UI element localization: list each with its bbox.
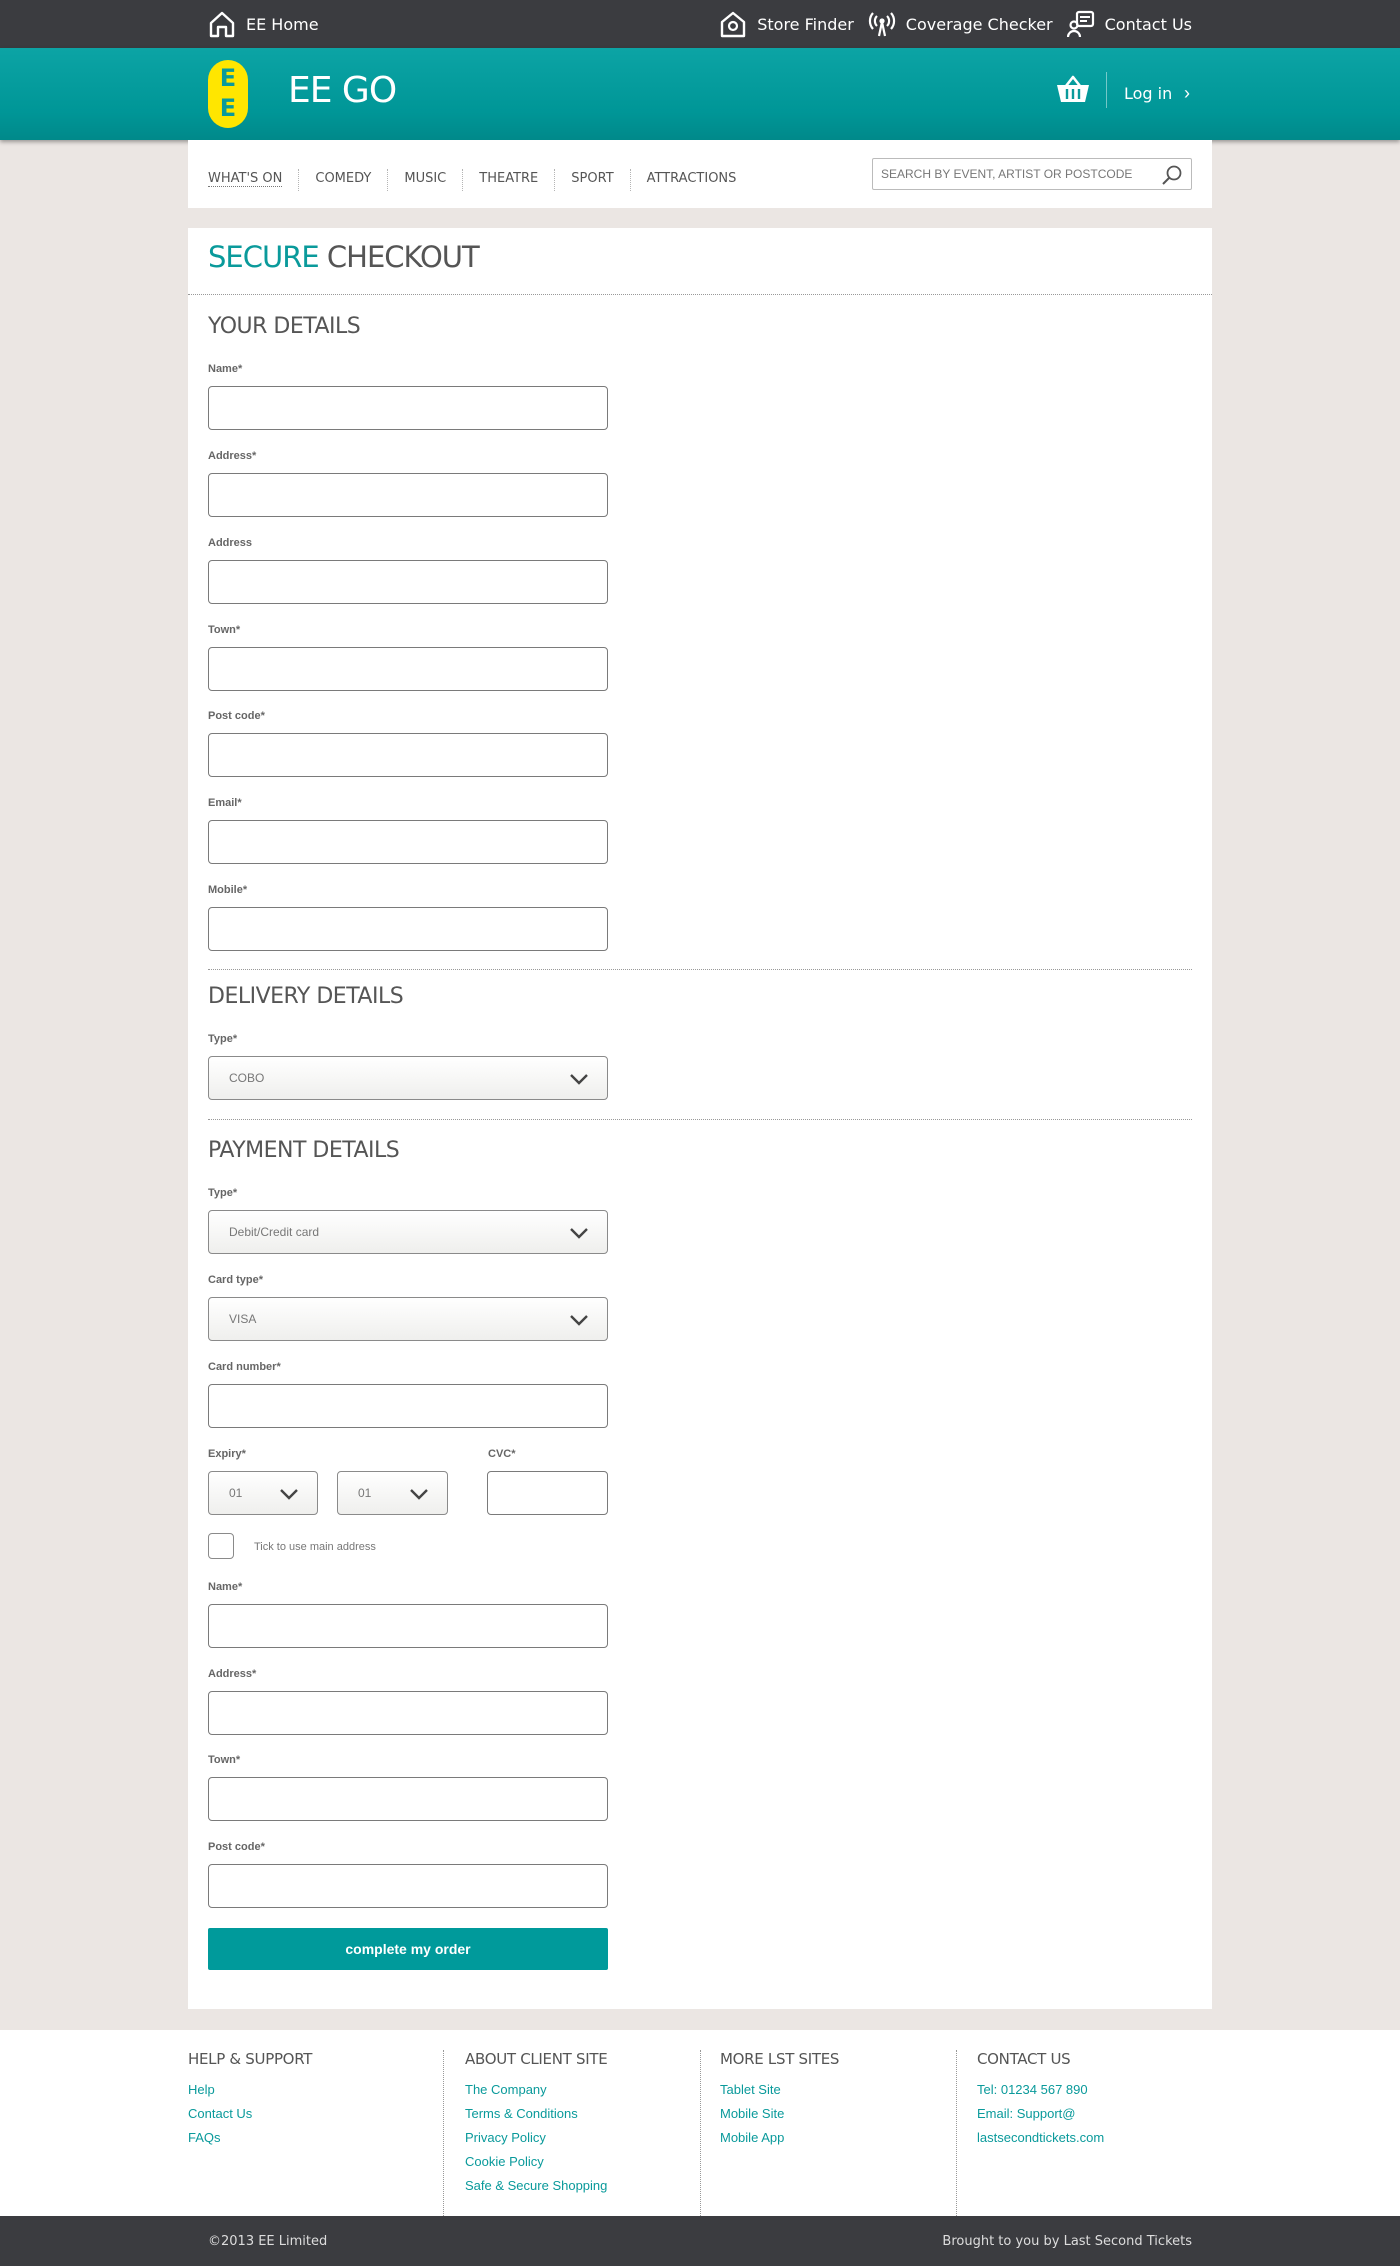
payment-type-value: Debit/Credit card xyxy=(229,1225,320,1239)
nav-item-attractions[interactable] xyxy=(630,169,753,191)
chevron-down-icon xyxy=(569,1073,589,1085)
payment-type-select[interactable] xyxy=(208,1210,608,1254)
footer-contact-domain[interactable]: lastsecondtickets.com xyxy=(977,2130,1105,2145)
logo-letter-top: E xyxy=(219,64,237,92)
billing-address-field[interactable] xyxy=(208,1691,608,1735)
page-title-accent: SECURE xyxy=(208,240,319,274)
mobile-label: Mobile* xyxy=(208,884,248,896)
postcode-field[interactable] xyxy=(208,733,608,777)
page-title-rest: CHECKOUT xyxy=(326,240,479,274)
card-type-select[interactable] xyxy=(208,1297,608,1341)
page-title xyxy=(208,240,479,274)
footer-link-cookie[interactable]: Cookie Policy xyxy=(465,2154,544,2169)
payment-type-label: Type* xyxy=(208,1187,238,1199)
footer-link-contact-us[interactable]: Contact Us xyxy=(188,2106,253,2121)
footer-link-terms[interactable]: Terms & Conditions xyxy=(465,2106,578,2121)
checkout-panel xyxy=(188,228,1212,2009)
payment-details-heading: PAYMENT DETAILS xyxy=(208,1138,400,1163)
use-main-address-label: Tick to use main address xyxy=(254,1541,376,1553)
expiry-label: Expiry* xyxy=(208,1448,246,1460)
bottom-bar xyxy=(0,2216,1400,2266)
billing-town-label: Town* xyxy=(208,1754,241,1766)
basket-button[interactable] xyxy=(1056,74,1090,109)
chevron-down-icon xyxy=(409,1488,429,1500)
billing-postcode-field[interactable] xyxy=(208,1864,608,1908)
card-type-value: VISA xyxy=(229,1312,257,1326)
credit-link[interactable]: Brought to you by Last Second Tickets xyxy=(942,2234,1192,2249)
town-field[interactable] xyxy=(208,647,608,691)
use-main-address-checkbox[interactable] xyxy=(208,1533,234,1559)
contact-us-label: Contact Us xyxy=(1104,14,1192,34)
mobile-field[interactable] xyxy=(208,907,608,951)
chevron-down-icon xyxy=(569,1314,589,1326)
footer-link-company[interactable]: The Company xyxy=(465,2082,547,2097)
footer-contact-email[interactable]: Email: Support@ xyxy=(977,2106,1076,2121)
email-label: Email* xyxy=(208,797,242,809)
category-nav xyxy=(188,140,1212,208)
footer-more-column xyxy=(700,2050,956,2220)
email-field[interactable] xyxy=(208,820,608,864)
signal-icon xyxy=(868,10,896,38)
nav-item-music[interactable] xyxy=(387,169,462,191)
footer-link-secure-shopping[interactable]: Safe & Secure Shopping xyxy=(465,2178,608,2193)
expiry-year-value: 01 xyxy=(358,1486,372,1500)
coverage-checker-label: Coverage Checker xyxy=(905,14,1053,34)
nav-label: COMEDY xyxy=(315,171,372,186)
card-type-label: Card type* xyxy=(208,1274,264,1286)
chevron-down-icon xyxy=(279,1488,299,1500)
ee-logo[interactable] xyxy=(208,60,248,128)
name-field[interactable] xyxy=(208,386,608,430)
delivery-type-value: COBO xyxy=(229,1071,265,1085)
coverage-checker-link[interactable] xyxy=(868,10,1053,38)
login-link[interactable]: Log in xyxy=(1124,84,1173,103)
site-header xyxy=(0,48,1400,140)
expiry-year-select[interactable] xyxy=(337,1471,448,1515)
footer-about-column xyxy=(443,2050,700,2220)
name-label: Name* xyxy=(208,363,243,375)
chevron-down-icon xyxy=(569,1227,589,1239)
copyright-text: ©2013 EE Limited xyxy=(208,2234,328,2249)
footer-contact-tel[interactable]: Tel: 01234 567 890 xyxy=(977,2082,1088,2097)
nav-label: ATTRACTIONS xyxy=(646,171,737,186)
nav-item-sport[interactable] xyxy=(554,169,629,191)
footer-link-tablet[interactable]: Tablet Site xyxy=(720,2082,781,2097)
chevron-right-icon: › xyxy=(1184,83,1190,103)
expiry-month-value: 01 xyxy=(229,1486,243,1500)
address2-field[interactable] xyxy=(208,560,608,604)
header-divider xyxy=(1106,72,1107,108)
billing-town-field[interactable] xyxy=(208,1777,608,1821)
nav-item-theatre[interactable] xyxy=(462,169,554,191)
search-icon[interactable] xyxy=(1161,164,1183,186)
brand-title: EE GO xyxy=(288,70,397,111)
store-finder-link[interactable] xyxy=(719,10,854,38)
basket-icon xyxy=(1056,74,1090,104)
billing-address-label: Address* xyxy=(208,1668,257,1680)
divider xyxy=(208,1119,1192,1120)
footer-link-help[interactable]: Help xyxy=(188,2082,215,2097)
delivery-type-label: Type* xyxy=(208,1033,238,1045)
logo-letter-bottom: E xyxy=(219,94,237,122)
cvc-field[interactable] xyxy=(487,1471,608,1515)
nav-item-whats-on[interactable] xyxy=(208,169,298,191)
ee-home-link[interactable] xyxy=(208,10,319,38)
nav-label: MUSIC xyxy=(404,171,447,186)
town-label: Town* xyxy=(208,624,241,636)
contact-icon xyxy=(1067,10,1095,38)
billing-postcode-label: Post code* xyxy=(208,1841,265,1853)
divider xyxy=(188,294,1212,295)
search-box xyxy=(872,158,1192,190)
footer-link-mobile-app[interactable]: Mobile App xyxy=(720,2130,785,2145)
delivery-details-heading: DELIVERY DETAILS xyxy=(208,984,404,1009)
footer-link-privacy[interactable]: Privacy Policy xyxy=(465,2130,546,2145)
your-details-heading: YOUR DETAILS xyxy=(208,314,361,339)
complete-order-button[interactable]: complete my order xyxy=(208,1928,608,1970)
nav-item-comedy[interactable] xyxy=(298,169,387,191)
footer-more-heading: MORE LST SITES xyxy=(720,2050,840,2068)
footer-link-faqs[interactable]: FAQs xyxy=(188,2130,221,2145)
search-input[interactable] xyxy=(881,165,1151,183)
footer-about-heading: ABOUT CLIENT SITE xyxy=(465,2050,608,2068)
nav-label: SPORT xyxy=(571,171,614,186)
footer-help-column xyxy=(188,2050,443,2220)
billing-name-field[interactable] xyxy=(208,1604,608,1648)
postcode-label: Post code* xyxy=(208,710,265,722)
cvc-label: CVC* xyxy=(488,1448,516,1460)
divider xyxy=(208,969,1192,970)
address2-label: Address xyxy=(208,537,253,549)
card-number-field[interactable] xyxy=(208,1384,608,1428)
site-footer xyxy=(0,2030,1400,2216)
address1-field[interactable] xyxy=(208,473,608,517)
store-finder-label: Store Finder xyxy=(757,14,854,34)
footer-help-heading: HELP & SUPPORT xyxy=(188,2050,313,2068)
nav-label: WHAT'S ON xyxy=(208,171,283,186)
footer-link-mobile-site[interactable]: Mobile Site xyxy=(720,2106,785,2121)
contact-us-link[interactable] xyxy=(1067,10,1192,38)
address1-label: Address* xyxy=(208,450,257,462)
footer-contact-heading: CONTACT US xyxy=(977,2050,1071,2068)
top-utility-bar xyxy=(0,0,1400,48)
delivery-type-select[interactable] xyxy=(208,1056,608,1100)
card-number-label: Card number* xyxy=(208,1361,281,1373)
ee-home-label: EE Home xyxy=(246,14,319,34)
expiry-month-select[interactable] xyxy=(208,1471,318,1515)
footer-contact-column xyxy=(956,2050,1212,2220)
nav-label: THEATRE xyxy=(479,171,539,186)
billing-name-label: Name* xyxy=(208,1581,243,1593)
home-icon xyxy=(208,10,236,38)
store-icon xyxy=(719,10,747,38)
